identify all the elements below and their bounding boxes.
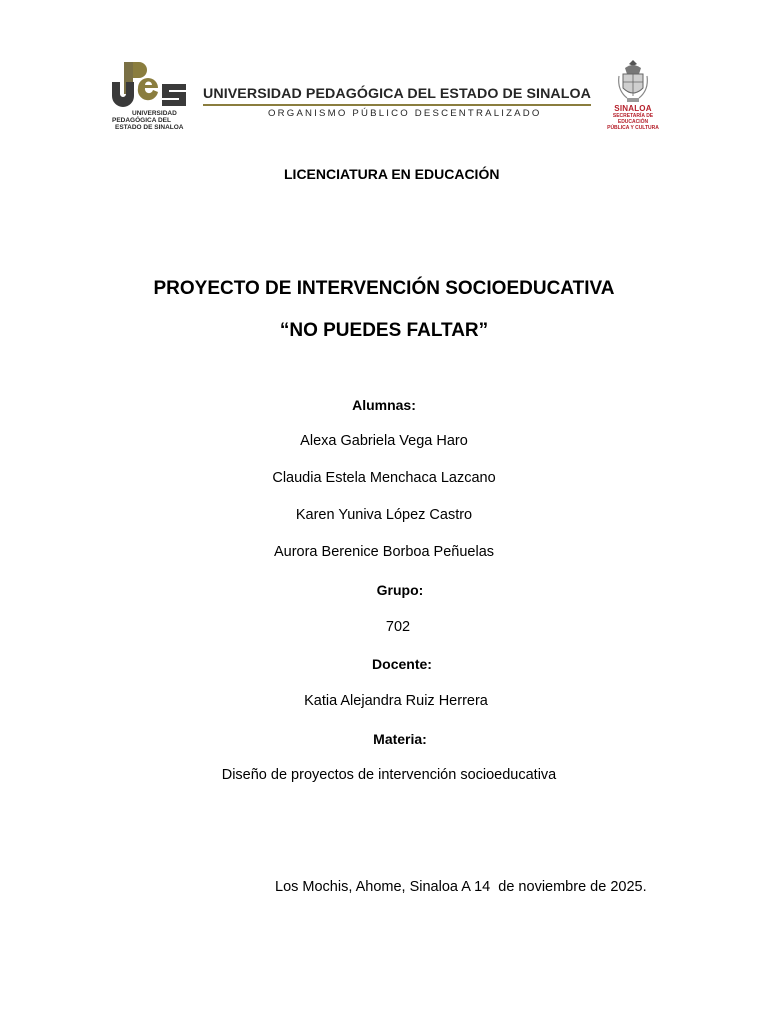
teacher-name: Katia Alejandra Ruiz Herrera: [304, 693, 488, 709]
ues-logo-line-2: PEDAGÓGICA DEL: [112, 117, 171, 124]
project-title: PROYECTO DE INTERVENCIÓN SOCIOEDUCATIVA: [153, 278, 615, 299]
group-label: Grupo:: [376, 582, 424, 598]
sinaloa-emblem-icon: [617, 58, 649, 104]
university-subtitle: ORGANISMO PÚBLICO DESCENTRALIZADO: [268, 108, 542, 119]
subject-label: Materia:: [373, 731, 427, 747]
university-name: UNIVERSIDAD PEDAGÓGICA DEL ESTADO DE SINALOA: [203, 86, 592, 102]
student-name: Claudia Estela Menchaca Lazcano: [272, 470, 496, 486]
university-rule: [203, 104, 591, 106]
sinaloa-name: SINALOA: [614, 104, 652, 113]
teacher-label: Docente:: [372, 656, 432, 672]
sinaloa-line-2: EDUCACIÓN: [617, 119, 649, 125]
ues-logo: [110, 60, 192, 134]
ues-logo-line-1: UNIVERSIDAD: [132, 110, 177, 117]
project-name: “NO PUEDES FALTAR”: [279, 320, 489, 341]
students-label: Alumnas:: [352, 397, 416, 413]
degree-title: LICENCIATURA EN EDUCACIÓN: [284, 166, 500, 182]
student-name: Alexa Gabriela Vega Haro: [300, 433, 468, 449]
place-date: Los Mochis, Ahome, Sinaloa A 14 de noviembre de 2025.: [275, 879, 647, 895]
ues-logo-icon: [110, 60, 192, 110]
student-name: Karen Yuniva López Castro: [295, 507, 473, 523]
group-value: 702: [385, 619, 411, 635]
subject-value: Diseño de proyectos de intervención socioeducativa: [221, 767, 557, 783]
ues-logo-line-3: ESTADO DE SINALOA: [115, 124, 184, 131]
sinaloa-line-1: SECRETARÍA DE: [612, 113, 654, 119]
sinaloa-line-3: PÚBLICA Y CULTURA: [607, 125, 659, 131]
sinaloa-logo: [598, 58, 668, 136]
student-name: Aurora Berenice Borboa Peñuelas: [273, 544, 495, 560]
